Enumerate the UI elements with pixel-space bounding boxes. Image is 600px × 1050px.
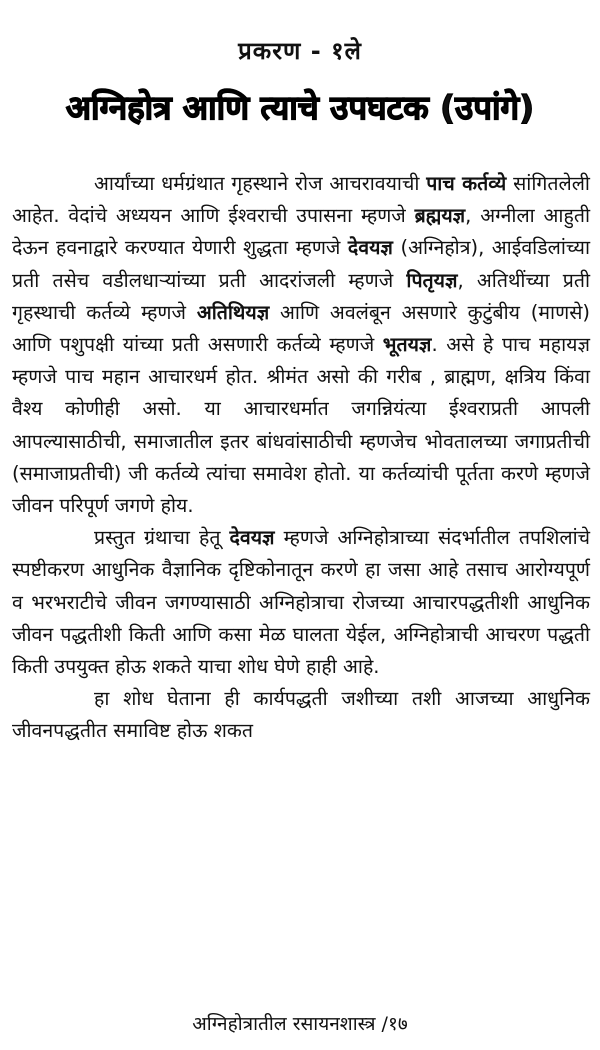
term-bhutayadnya: भूतयज्ञ — [382, 333, 432, 357]
paragraph-2-segment: प्रस्तुत ग्रंथाचा हेतू — [94, 526, 230, 550]
term-panch-kartavye: पाच कर्तव्ये — [426, 172, 507, 195]
page-footer: अग्निहोत्रातील रसायनशास्त्र /१७ — [192, 1013, 408, 1035]
paragraph-1-segment: आर्यांच्या धर्मग्रंथात गृहस्थाने रोज आचरावयाची — [94, 172, 427, 195]
paragraph-3 — [12, 683, 590, 747]
paragraph-1-segment: (अग्निहोत्र), आईवडिलांच्या प्रती तसेच वडीलधाऱ्यांच्या प्रती आदरांजली म्हणजे — [12, 236, 590, 292]
chapter-number: प्रकरण - १ले — [238, 37, 362, 65]
paragraph-1 — [12, 168, 590, 522]
term-brahmayadnya: ब्रह्मयज्ञ — [414, 204, 466, 228]
body-text — [12, 168, 590, 748]
chapter-title: अग्निहोत्र आणि त्याचे उपघटक (उपांगे) — [65, 88, 535, 127]
paragraph-1-segment: . असे हे पाच महायज्ञ म्हणजे पाच महान आचारधर्म होत. श्रीमंत असो की गरीब , ब्राह्मण, क्षत्रिय किंवा वैश्य कोणीही असो. या आचारधर्मात जगन्नियंत्या ईश्वराप्रती आपली आपल्यासाठीची, समाजातील इतर बांधवांसाठीची म्हणजेच भोवतालच्या जगाप्रतीची (समाजाप्रतीची) जी कर्तव्ये त्यांचा समावेश होतो. या कर्तव्यांची पूर्तता करणे म्हणजे जीवन परिपूर्ण जगणे होय. — [12, 333, 590, 518]
term-devayadnya: देवयज्ञ — [347, 236, 393, 260]
term-devayadnya: देवयज्ञ — [229, 526, 275, 550]
paragraph-2-segment: म्हणजे अग्निहोत्राच्या संदर्भातील तपशिलांचे स्पष्टीकरण आधुनिक वैज्ञानिक दृष्टिकोनातून करणे हा जसा आहे तसाच आरोग्यपूर्ण व भरभराटीचे जीवन जगण्यासाठी अग्निहोत्राचा रोजच्या आचारपद्धतीशी आधुनिक जीवन पद्धतीशी किती आणि कसा मेळ घालता येईल, अग्निहोत्राची आचरण पद्धती किती उपयुक्त होऊ शकते याचा शोध घेणे हाही आहे. — [12, 526, 591, 679]
term-pitruyadnya: पितृयज्ञ — [406, 268, 458, 292]
term-atithiyadnya: अतिथियज्ञ — [196, 300, 270, 324]
paragraph-1-segment: आणि अवलंबून असणारे कुटुंबीय (माणसे) आणि पशुपक्षी यांच्या प्रती असणारी कर्तव्ये म्हणजे — [12, 300, 590, 357]
paragraph-3-segment: हा शोध घेताना ही कार्यपद्धती जशीच्या तशी आजच्या आधुनिक जीवनपद्धतीत समाविष्ट होऊ शकत — [12, 687, 590, 743]
paragraph-1-segment: सांगितलेली आहेत. वेदांचे अध्ययन आणि ईश्वराची उपासना म्हणजे — [12, 172, 590, 228]
paragraph-1-segment: , अतिथींच्या प्रती गृहस्थाची कर्तव्ये म्हणजे — [12, 268, 591, 324]
paragraph-1-segment: , अग्नीला आहुती देऊन हवनाद्वारे करण्यात येणारी शुद्धता म्हणजे — [12, 204, 590, 260]
paragraph-2 — [12, 522, 590, 683]
